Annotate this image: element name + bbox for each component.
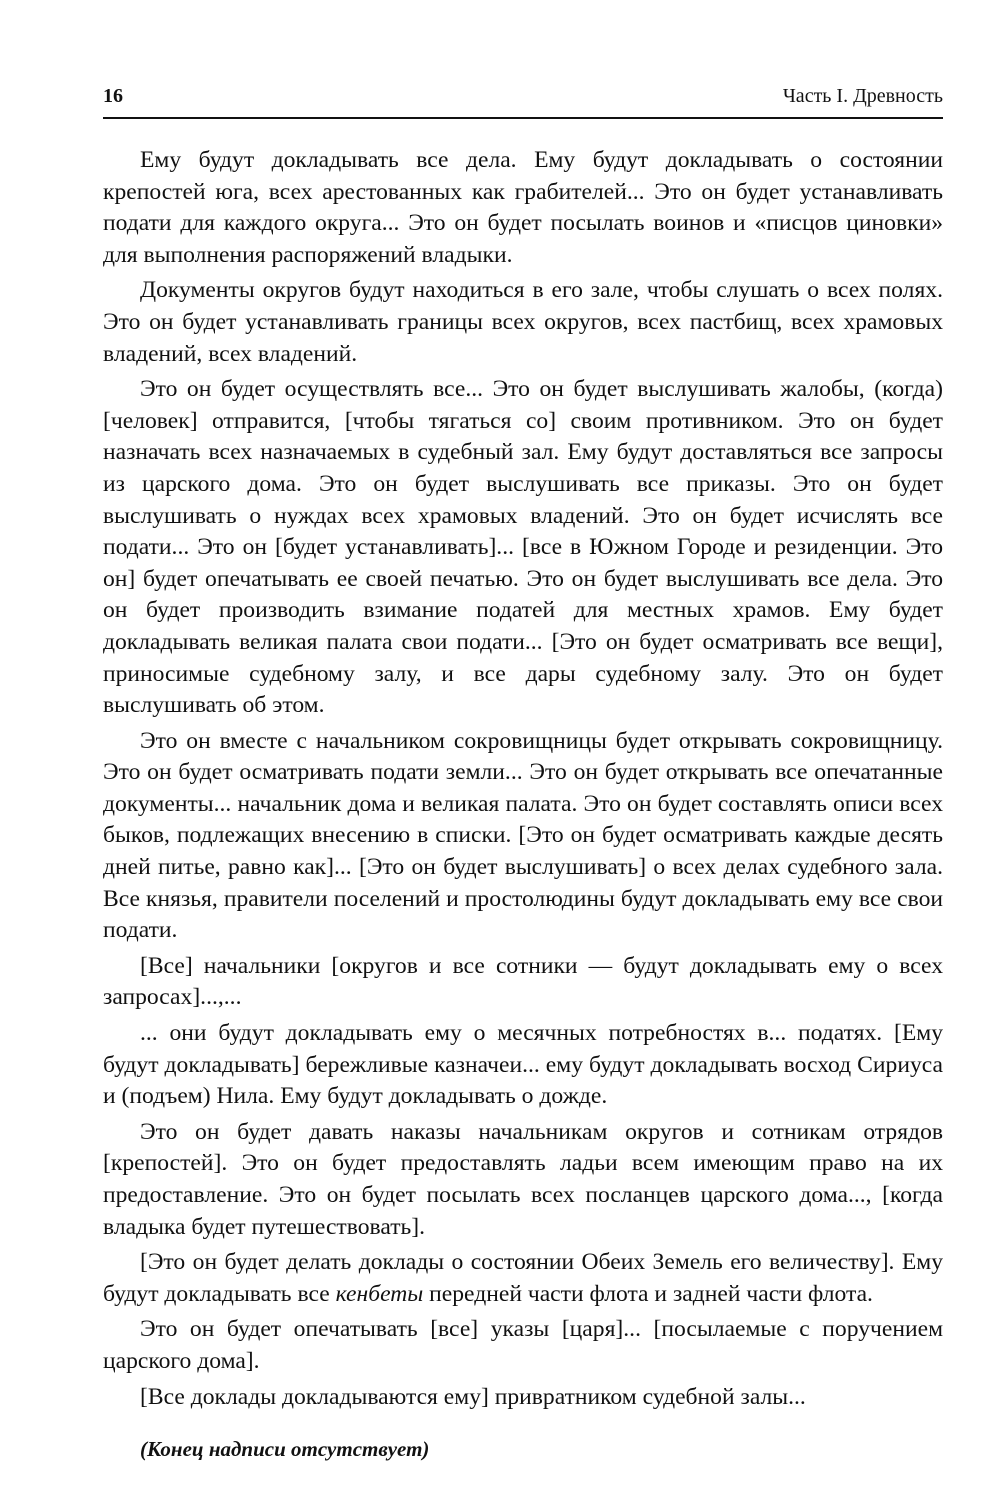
- paragraph: Это он будет опечатывать [все] указы [царя]... [посылаемые с поручением царского дома].: [103, 1316, 943, 1374]
- paragraph: ... они будут докладывать ему о месячных потребностях в... податях. [Ему будут докладывать] бережливые казначеи... ему будут докладывать восход Сириуса и (подъем) Нила. Ему будут докладывать о дожде.: [103, 1020, 943, 1110]
- document-page: [103, 82, 943, 1463]
- paragraph: [103, 1247, 943, 1310]
- paragraph: Ему будут докладывать все дела. Ему будут докладывать о состоянии крепостей юга, всех арестованных как грабителей... Это он будет устанавливать подати для каждого округа... Это он будет посылать воинов и «писцов циновки» для выполнения распоряжений владыки.: [103, 147, 943, 268]
- paragraph: Документы округов будут находиться в его зале, чтобы слушать о всех полях. Это он будет устанавливать границы всех округов, всех пастбищ, всех храмовых владений, всех владений.: [103, 277, 943, 367]
- closing-note: (Конец надписи отсутствует): [140, 1437, 430, 1462]
- paragraph: [Все доклады докладываются ему] привратником судебной залы...: [140, 1383, 806, 1410]
- paragraph: Это он будет осуществлять все... Это он будет выслушивать жалобы, (когда) [человек] отправится, [чтобы тягаться со] своим противником. Это он будет назначать всех назначаемых в судебный зал. Ему будут доставляться все запросы из царского дома. Это он будет выслушивать все приказы. Это он будет выслушивать о нуждах всех храмовых владений. Это он будет исчислять все подати... Это он [будет устанавливать]... [все в Южном Городе и резиденции. Это он] будет опечатывать ее своей печатью. Это он будет выслушивать все дела. Это он будет производить взимание податей для местных храмов. Ему будет докладывать великая палата свои подати... [Это он будет осматривать все вещи], приносимые судебному залу, и все дары судебному залу. Это он будет выслушивать об этом.: [103, 376, 943, 719]
- paragraph: Это он вместе с начальником сокровищницы будет открывать сокровищницу. Это он будет осматривать подати земли... Это он будет открывать все опечатанные документы... начальник дома и великая палата. Это он будет составлять описи всех быков, подлежащих внесению в списки. [Это он будет осматривать каждые десять дней питье, равно как]... [Это он будет выслушивать] о всех делах судебного зала. Все князья, правители поселений и простолюдины будут докладывать ему все свои подати.: [103, 727, 943, 944]
- paragraph-text: передней части флота и задней части флота.: [423, 1280, 873, 1307]
- body-text: [103, 145, 943, 1413]
- paragraph-text: [Это он будет делать доклады о состоянии Обеих Земель его величеству]. Ему будут докладывать все: [103, 1249, 943, 1307]
- italic-term: кенбеты: [335, 1280, 424, 1307]
- paragraph: Это он будет давать наказы начальникам округов и сотникам отрядов [крепостей]. Это он будет предоставлять ладьи всем имеющим право на их предоставление. Это он будет посылать всех посланцев царского дома..., [когда владыка будет путешествовать].: [103, 1118, 943, 1240]
- page-header: [103, 82, 943, 119]
- running-head: Часть I. Древность: [782, 85, 943, 107]
- page-number: 16: [103, 85, 123, 107]
- paragraph: [Все] начальники [округов и все сотники — будут докладывать ему о всех запросах]...,...: [103, 952, 943, 1011]
